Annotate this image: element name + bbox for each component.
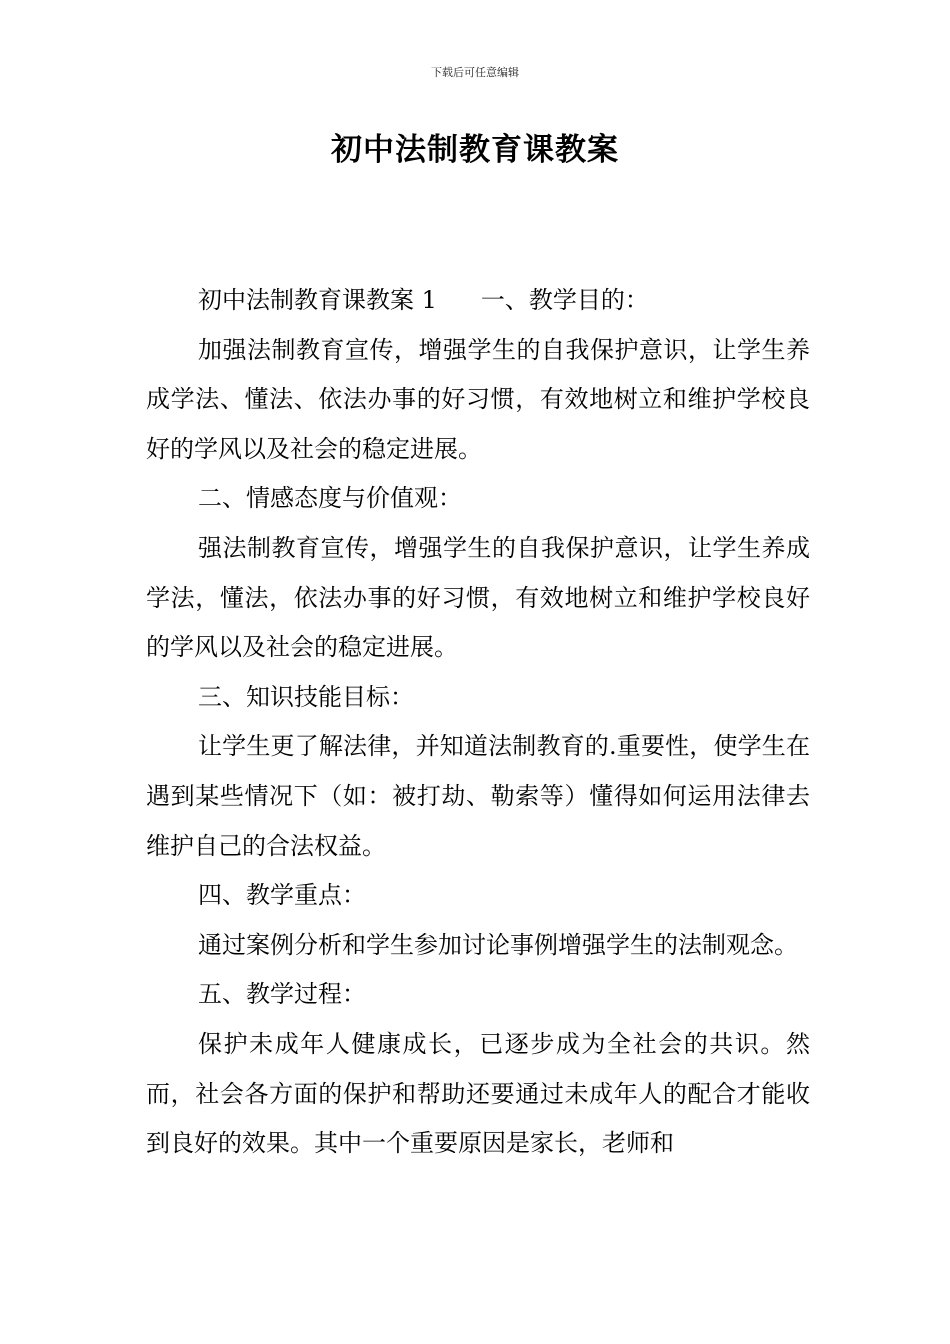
paragraph-skills: 让学生更了解法律，并知道法制教育的.重要性，使学生在遇到某些情况下（如：被打劫、勒索等）懂得如何运用法律去维护自己的合法权益。	[146, 732, 810, 860]
section-heading-skills: 三、知识技能目标：	[198, 682, 414, 711]
section-heading-goals: 一、教学目的：	[480, 286, 649, 314]
paragraph-goals: 加强法制教育宣传，增强学生的自我保护意识，让学生养成学法、懂法、依法办事的好习惯，有效地树立和维护学校良好的学风以及社会的稳定进展。	[146, 335, 810, 463]
section-heading-key-points: 四、教学重点：	[198, 881, 366, 910]
intro-label: 初中法制教育课教案 1	[198, 286, 437, 314]
paragraph-intro	[146, 276, 810, 326]
section-heading-process: 五、教学过程：	[198, 980, 366, 1009]
header-note: 下载后可任意编辑	[431, 66, 519, 79]
paragraph-process: 保护未成年人健康成长，已逐步成为全社会的共识。然而，社会各方面的保护和帮助还要通过未成年人的配合才能收到良好的效果。其中一个重要原因是家长，老师和	[146, 1029, 810, 1158]
document-body	[146, 276, 810, 1169]
paragraph-key-points: 通过案例分析和学生参加讨论事例增强学生的法制观念。	[198, 930, 798, 959]
paragraph-attitude: 强法制教育宣传，增强学生的自我保护意识，让学生养成学法，懂法，依法办事的好习惯，有效地树立和维护学校良好的学风以及社会的稳定进展。	[146, 533, 810, 662]
document-title: 初中法制教育课教案	[331, 132, 619, 168]
section-heading-attitude: 二、情感态度与价值观：	[198, 484, 462, 513]
